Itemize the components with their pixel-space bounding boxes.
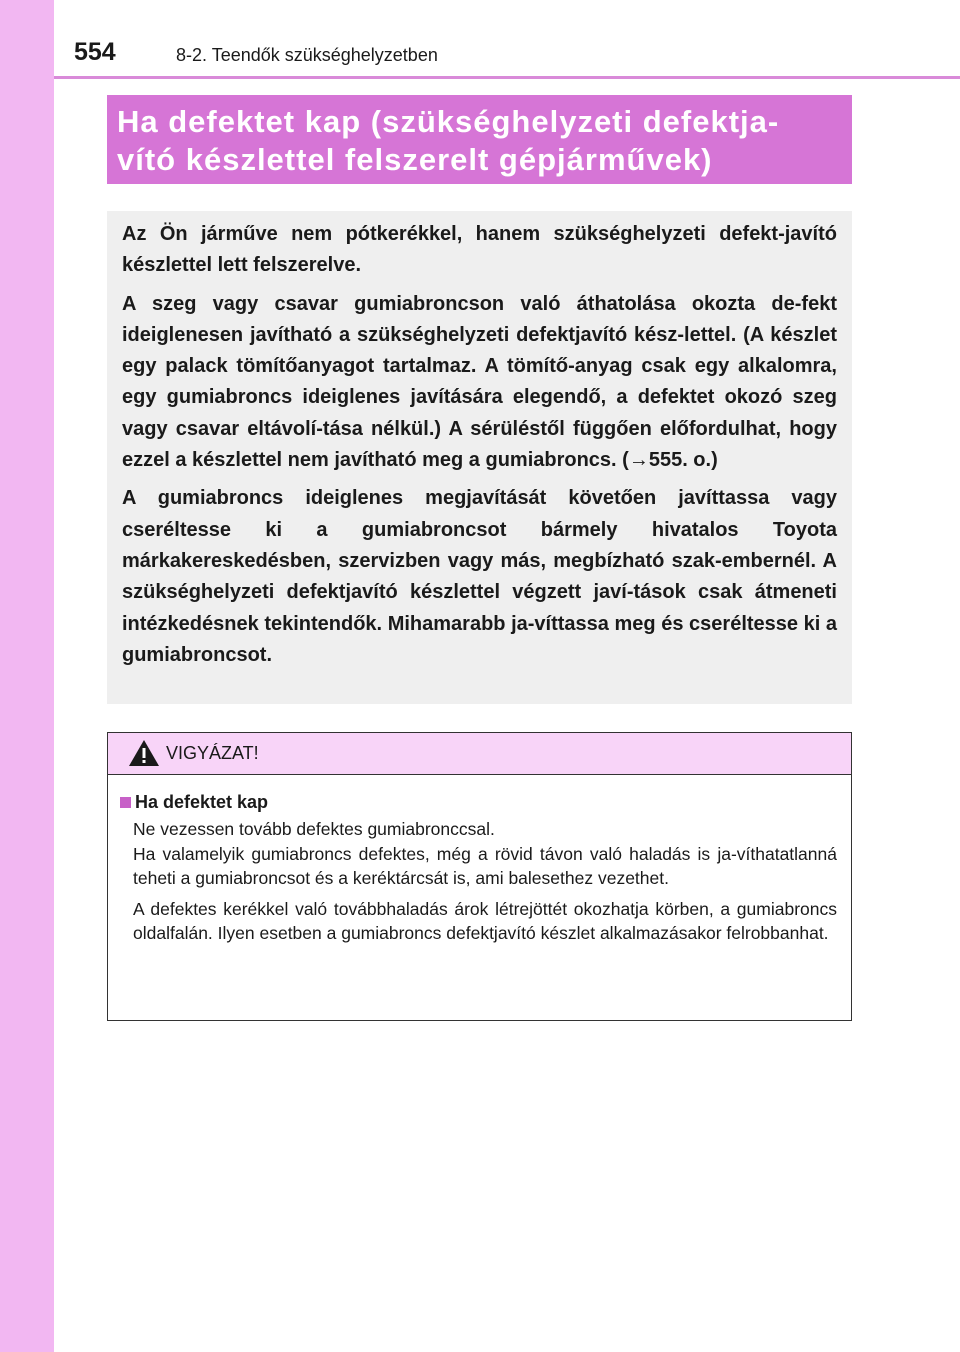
- caution-box: [107, 732, 852, 1021]
- intro-paragraph: A gumiabroncs ideiglenes megjavítását követően javíttassa vagy cseréltesse ki a gumiabroncsot bármely hivatalos Toyota márkakereskedésben, szervizben vagy más, megbízható szak-embernél. A szükséghelyzeti defektjavító készlettel végzett javí-tások csak átmeneti intézkedésnek tekintendők. Mihamarabb ja-víttassa meg és cseréltesse ki a gumiabroncsot.: [122, 487, 837, 666]
- section-title-line-2: vító készlettel felszerelt gépjárművek): [117, 142, 713, 177]
- section-title-line-1: Ha defektet kap (szükséghelyzeti defektja-: [117, 104, 780, 139]
- intro-panel: [107, 211, 852, 704]
- page-number: 554: [74, 38, 116, 66]
- intro-paragraph: A szeg vagy csavar gumiabroncson való áthatolása okozta de-fekt ideiglenesen javítható a szükséghelyzeti defektjavító kész-lettel. (A készlet egy palack tömítőanyagot tartalmaz. A tömítő-anyag csak egy alkalomra, egy gumiabroncs ideiglenes javítására elegendő, a defektet okozó szeg vagy csavar eltávolí-tása nélkül.) A sérüléstől függően előfordulhat, hogy ezzel a készlettel nem javítható meg a gumiabroncs. (→555. o.): [122, 292, 837, 472]
- intro-paragraph: Az Ön járműve nem pótkerékkel, hanem szükséghelyzeti defekt-javító készlettel lett felszerelve.: [122, 223, 837, 277]
- caution-heading-text: Ha defektet kap: [135, 792, 269, 812]
- warning-triangle-icon: [128, 739, 160, 767]
- caution-heading: [120, 789, 837, 815]
- caution-body: [108, 775, 851, 946]
- square-bullet-icon: [120, 797, 131, 808]
- section-title-box: [107, 95, 852, 184]
- side-tab-strip: [0, 0, 54, 1352]
- caution-paragraph: Ne vezessen tovább defektes gumiabronccsal.: [133, 819, 495, 839]
- caution-header: [108, 733, 851, 775]
- header-divider: [54, 76, 960, 79]
- section-label: 8-2. Teendők szükséghelyzetben: [176, 45, 438, 65]
- caution-paragraph: A defektes kerékkel való továbbhaladás árok létrejöttét okozhatja körben, a gumiabroncs oldalfalán. Ilyen esetben a gumiabroncs defektjavító készlet alkalmazásakor felrobbanhat.: [133, 898, 837, 943]
- caution-paragraph: Ha valamelyik gumiabroncs defektes, még a rövid távon való haladás is ja-víthatatlanná teheti a gumiabroncsot és a keréktárcsát is, ami balesethez vezethet.: [133, 843, 837, 888]
- caution-title: VIGYÁZAT!: [166, 743, 259, 763]
